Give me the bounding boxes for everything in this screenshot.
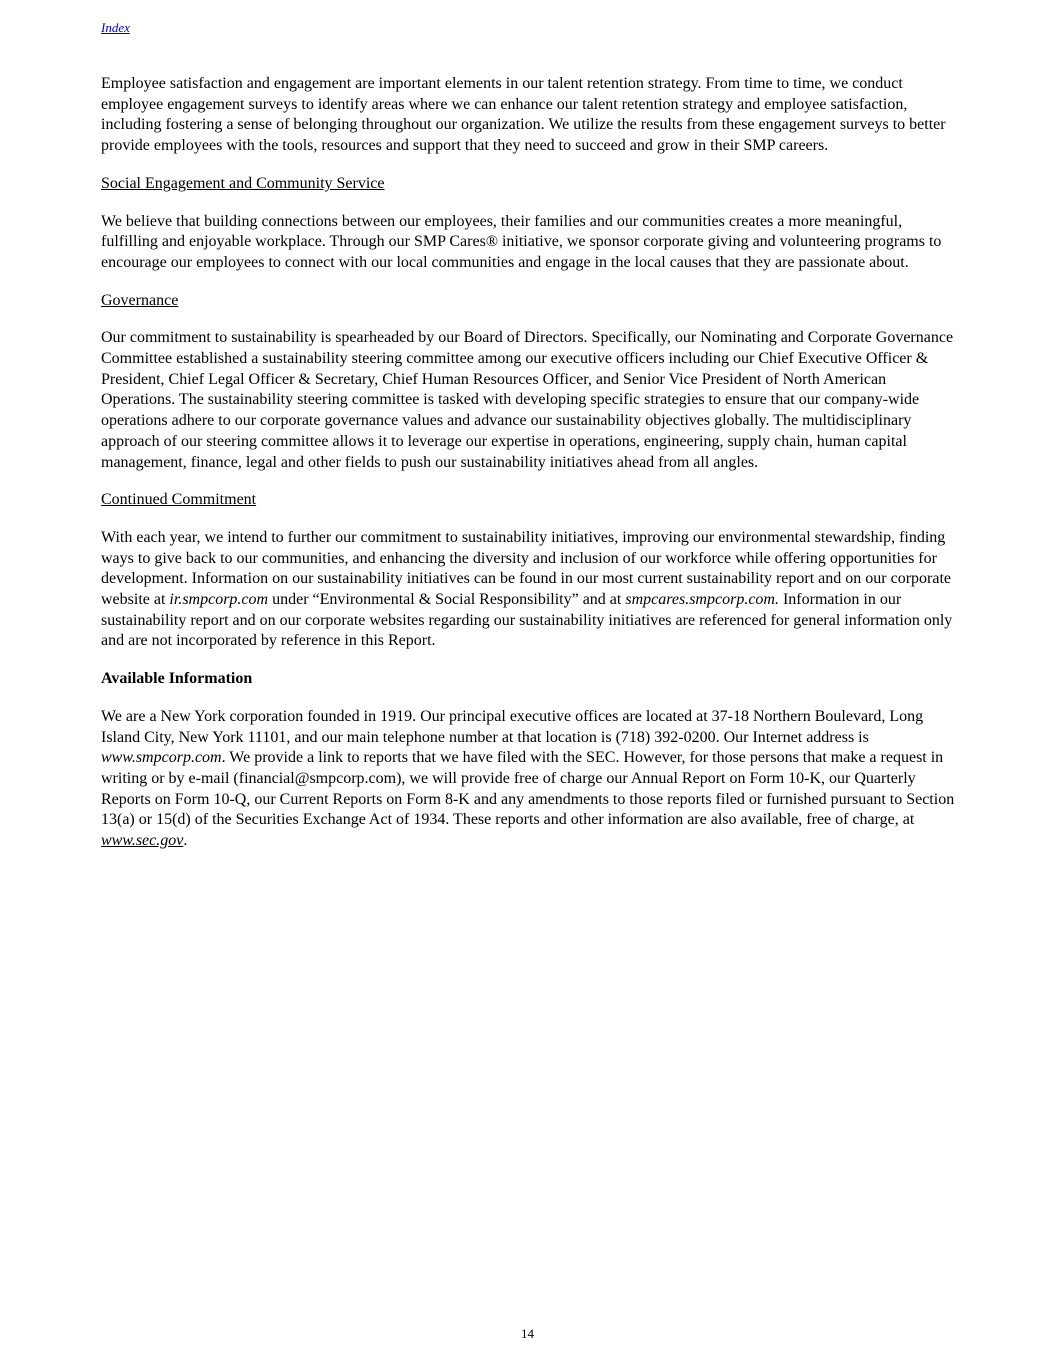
continued-text-2: under “Environmental & Social Responsibility” and at bbox=[268, 591, 626, 609]
continued-text-3: Information in our sustainability report and on our corporate websites regarding our sustainability initiatives are referenced for general information only and are not incorporated by reference in this Report. bbox=[101, 591, 953, 650]
engagement-paragraph: Employee satisfaction and engagement are important elements in our talent retention strategy. From time to time, we conduct employee engagement surveys to identify areas where we can enhance our talent retention strategy and employee satisfaction, including fostering a sense of belonging throughout our organization. We utilize the results from these engagement surveys to better provide employees with the tools, resources and support that they need to succeed and grow in their SMP careers. bbox=[101, 75, 946, 155]
available-information-paragraph bbox=[101, 707, 956, 852]
available-text-1: We are a New York corporation founded in 1919. Our principal executive offices are located at 37-18 Northern Boulevard, Long Island City, New York 11101, and our main telephone number at that location is (718) 392-0200. Our Internet address is bbox=[101, 707, 924, 746]
governance-heading: Governance bbox=[101, 291, 179, 309]
governance-paragraph: Our commitment to sustainability is spearheaded by our Board of Directors. Specifically, our Nominating and Corporate Governance Committee established a sustainability steering committee among our executive officers including our Chief Executive Officer & President, Chief Legal Officer & Secretary, Chief Human Resources Officer, and Senior Vice President of North American Operations. The sustainability steering committee is tasked with developing specific strategies to ensure that our company-wide operations adhere to our corporate governance values and advance our sustainability objectives globally. The multidisciplinary approach of our steering committee allows it to leverage our expertise in operations, engineering, supply chain, human capital management, finance, legal and other fields to push our sustainability initiatives ahead from all angles. bbox=[101, 329, 954, 471]
page-number: 14 bbox=[521, 1326, 534, 1341]
continued-text-1: With each year, we intend to further our commitment to sustainability initiatives, improving our environmental stewardship, finding ways to give back to our communities, and enhancing the diversity and inclusion of our workforce while offering opportunities for development. Information on our sustainability initiatives can be found in our most current sustainability report and on our corporate website at bbox=[101, 528, 952, 609]
ir-website: ir.smpcorp.com bbox=[169, 591, 269, 609]
smpcares-website: smpcares.smpcorp.com. bbox=[625, 591, 779, 609]
continued-commitment-paragraph bbox=[101, 528, 956, 652]
document-body bbox=[101, 74, 956, 869]
continued-commitment-heading: Continued Commitment bbox=[101, 491, 257, 509]
social-engagement-paragraph: We believe that building connections between our employees, their families and our communities creates a more meaningful, fulfilling and enjoyable workplace. Through our SMP Cares® initiative, we sponsor corporate giving and volunteering programs to encourage our employees to connect with our local communities and engage in the local causes that they are passionate about. bbox=[101, 212, 942, 271]
sec-gov-link[interactable]: www.sec.gov bbox=[101, 832, 184, 850]
available-information-heading: Available Information bbox=[101, 670, 253, 688]
index-link[interactable]: Index bbox=[101, 20, 130, 35]
available-text-2: . We provide a link to reports that we have filed with the SEC. However, for those persons that make a request in writing or by e-mail (financial@smpcorp.com), we will provide free of charge our Annual Report on Form 10-K, our Quarterly Reports on Form 10-Q, our Current Reports on Form 8-K and any amendments to those reports filed or furnished pursuant to Section 13(a) or 15(d) of the Securities Exchange Act of 1934. These reports and other information are also available, free of charge, at bbox=[101, 749, 955, 829]
smpcorp-website: www.smpcorp.com bbox=[101, 749, 222, 767]
social-engagement-heading: Social Engagement and Community Service bbox=[101, 174, 385, 192]
available-text-3: . bbox=[183, 832, 188, 850]
